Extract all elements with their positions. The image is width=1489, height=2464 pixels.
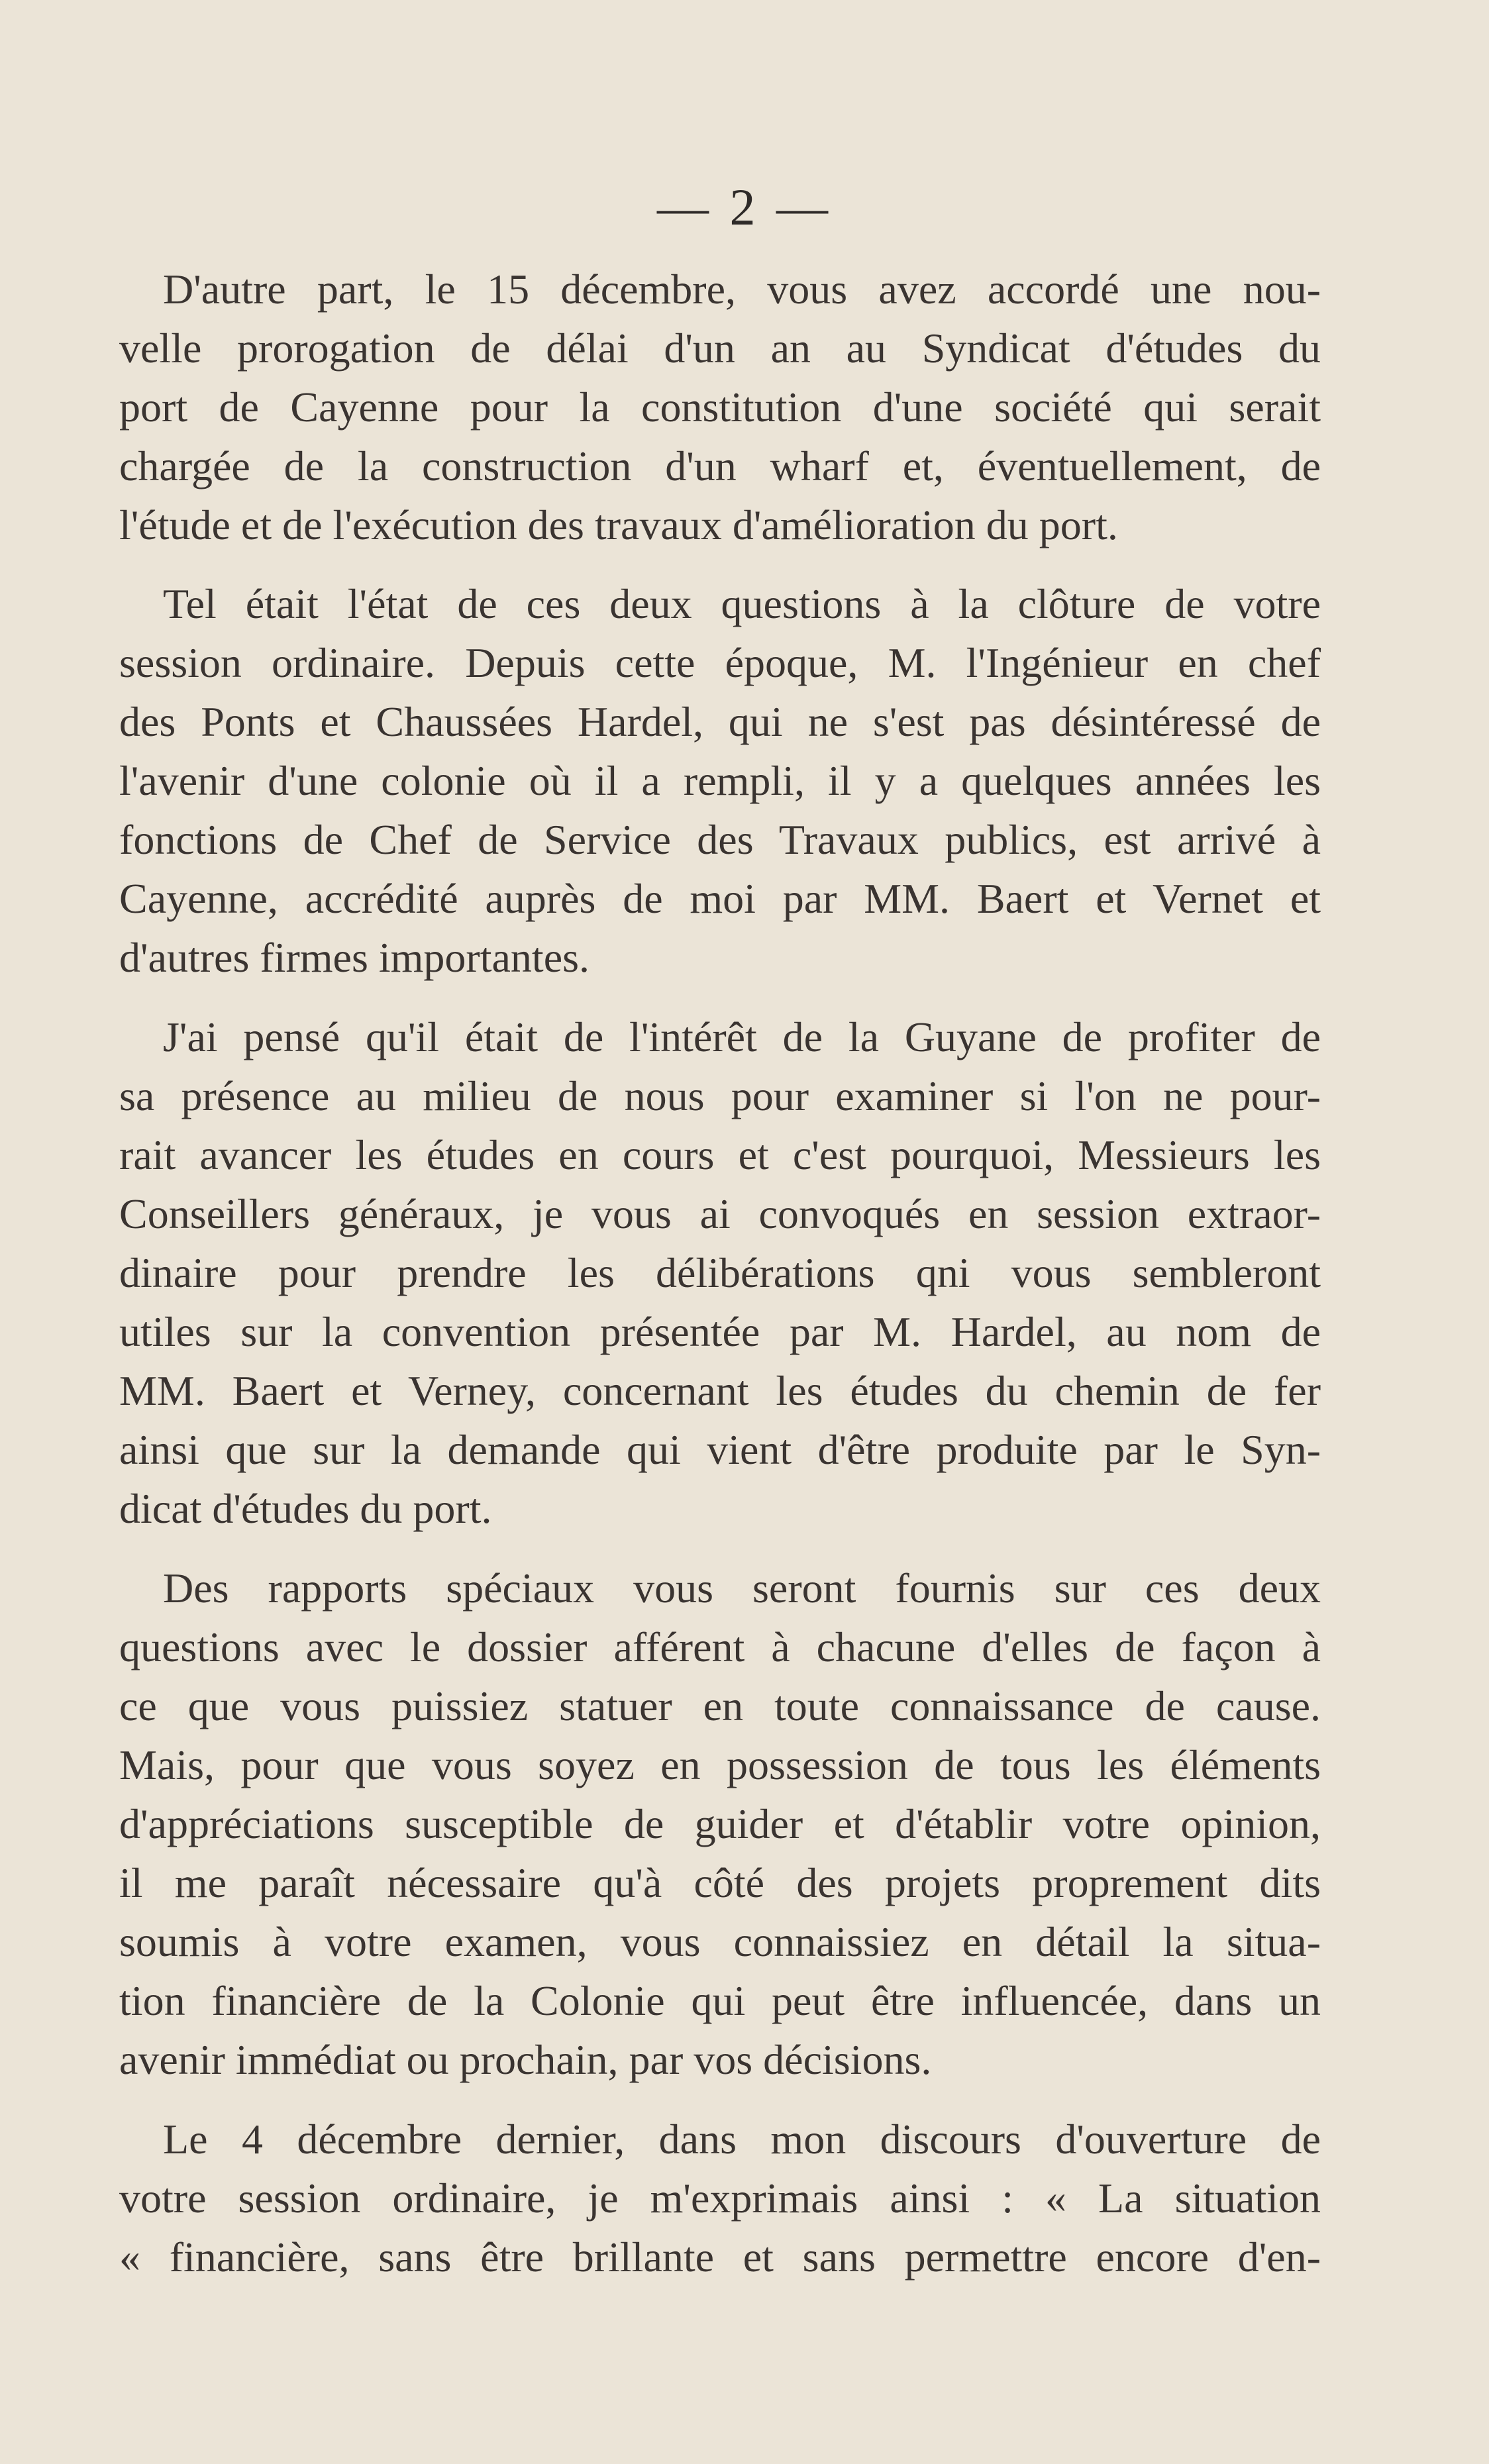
paragraph-2-line: session ordinaire. Depuis cette époque, M. l'Ingénieur en chef	[119, 639, 1321, 686]
paragraph-5-line: Le 4 décembre dernier, dans mon discours d'ouverture de	[163, 2116, 1321, 2163]
paragraph-4-line: il me paraît nécessaire qu'à côté des projets proprement dits	[119, 1859, 1321, 1906]
paragraph-4-line: Mais, pour que vous soyez en possession de tous les éléments	[119, 1741, 1321, 1788]
paragraph-4-line: questions avec le dossier afférent à chacune d'elles de façon à	[119, 1623, 1321, 1670]
paragraph-3-line: MM. Baert et Verney, concernant les études du chemin de fer	[119, 1367, 1321, 1414]
paragraph-3-line: sa présence au milieu de nous pour examiner si l'on ne pour-	[119, 1072, 1321, 1119]
paragraph-3-line: J'ai pensé qu'il était de l'intérêt de la Guyane de profiter de	[163, 1013, 1321, 1060]
paragraph-3-line: rait avancer les études en cours et c'est pourquoi, Messieurs les	[119, 1131, 1321, 1178]
paragraph-3-line: Conseillers généraux, je vous ai convoqués en session extraor-	[119, 1190, 1321, 1237]
paragraph-3-line: ainsi que sur la demande qui vient d'être produite par le Syn-	[119, 1426, 1321, 1473]
paragraph-2-line: Cayenne, accrédité auprès de moi par MM. Baert et Vernet et	[119, 875, 1321, 922]
paragraph-3-line: utiles sur la convention présentée par M. Hardel, au nom de	[119, 1308, 1321, 1355]
paragraph-3-line: dicat d'études du port.	[119, 1485, 492, 1532]
paragraph-1-line: chargée de la construction d'un wharf et, éventuellement, de	[119, 442, 1321, 489]
paragraph-5-line: votre session ordinaire, je m'exprimais ainsi : « La situation	[119, 2175, 1321, 2222]
paragraph-2-line: Tel était l'état de ces deux questions à la clôture de votre	[163, 580, 1321, 627]
paragraph-2-line: des Ponts et Chaussées Hardel, qui ne s'est pas désintéressé de	[119, 698, 1321, 745]
paragraph-1-line: l'étude et de l'exécution des travaux d'amélioration du port.	[119, 501, 1118, 548]
paragraph-1-line: velle prorogation de délai d'un an au Syndicat d'études du	[119, 325, 1321, 372]
paragraph-4-line: soumis à votre examen, vous connaissiez en détail la situa-	[119, 1918, 1321, 1965]
paragraph-4-line: ce que vous puissiez statuer en toute connaissance de cause.	[119, 1682, 1321, 1729]
paragraph-2-line: l'avenir d'une colonie où il a rempli, il y a quelques années les	[119, 757, 1321, 804]
paragraph-5-line: « financière, sans être brillante et sans permettre encore d'en-	[119, 2233, 1321, 2281]
page-number: — 2 —	[657, 178, 832, 236]
paragraph-3-line: dinaire pour prendre les délibérations qni vous sembleront	[119, 1249, 1321, 1296]
paragraph-2-line: d'autres firmes importantes.	[119, 934, 590, 981]
paragraph-4-line: avenir immédiat ou prochain, par vos décisions.	[119, 2036, 932, 2083]
paragraph-4-line: tion financière de la Colonie qui peut être influencée, dans un	[119, 1977, 1321, 2024]
paragraph-4-line: d'appréciations susceptible de guider et d'établir votre opinion,	[119, 1800, 1321, 1847]
paragraph-4-line: Des rapports spéciaux vous seront fournis sur ces deux	[163, 1565, 1321, 1612]
paragraph-1-line: port de Cayenne pour la constitution d'une société qui serait	[119, 384, 1321, 431]
paragraph-1-line: D'autre part, le 15 décembre, vous avez accordé une nou-	[163, 266, 1321, 313]
paragraph-2-line: fonctions de Chef de Service des Travaux publics, est arrivé à	[119, 816, 1321, 863]
